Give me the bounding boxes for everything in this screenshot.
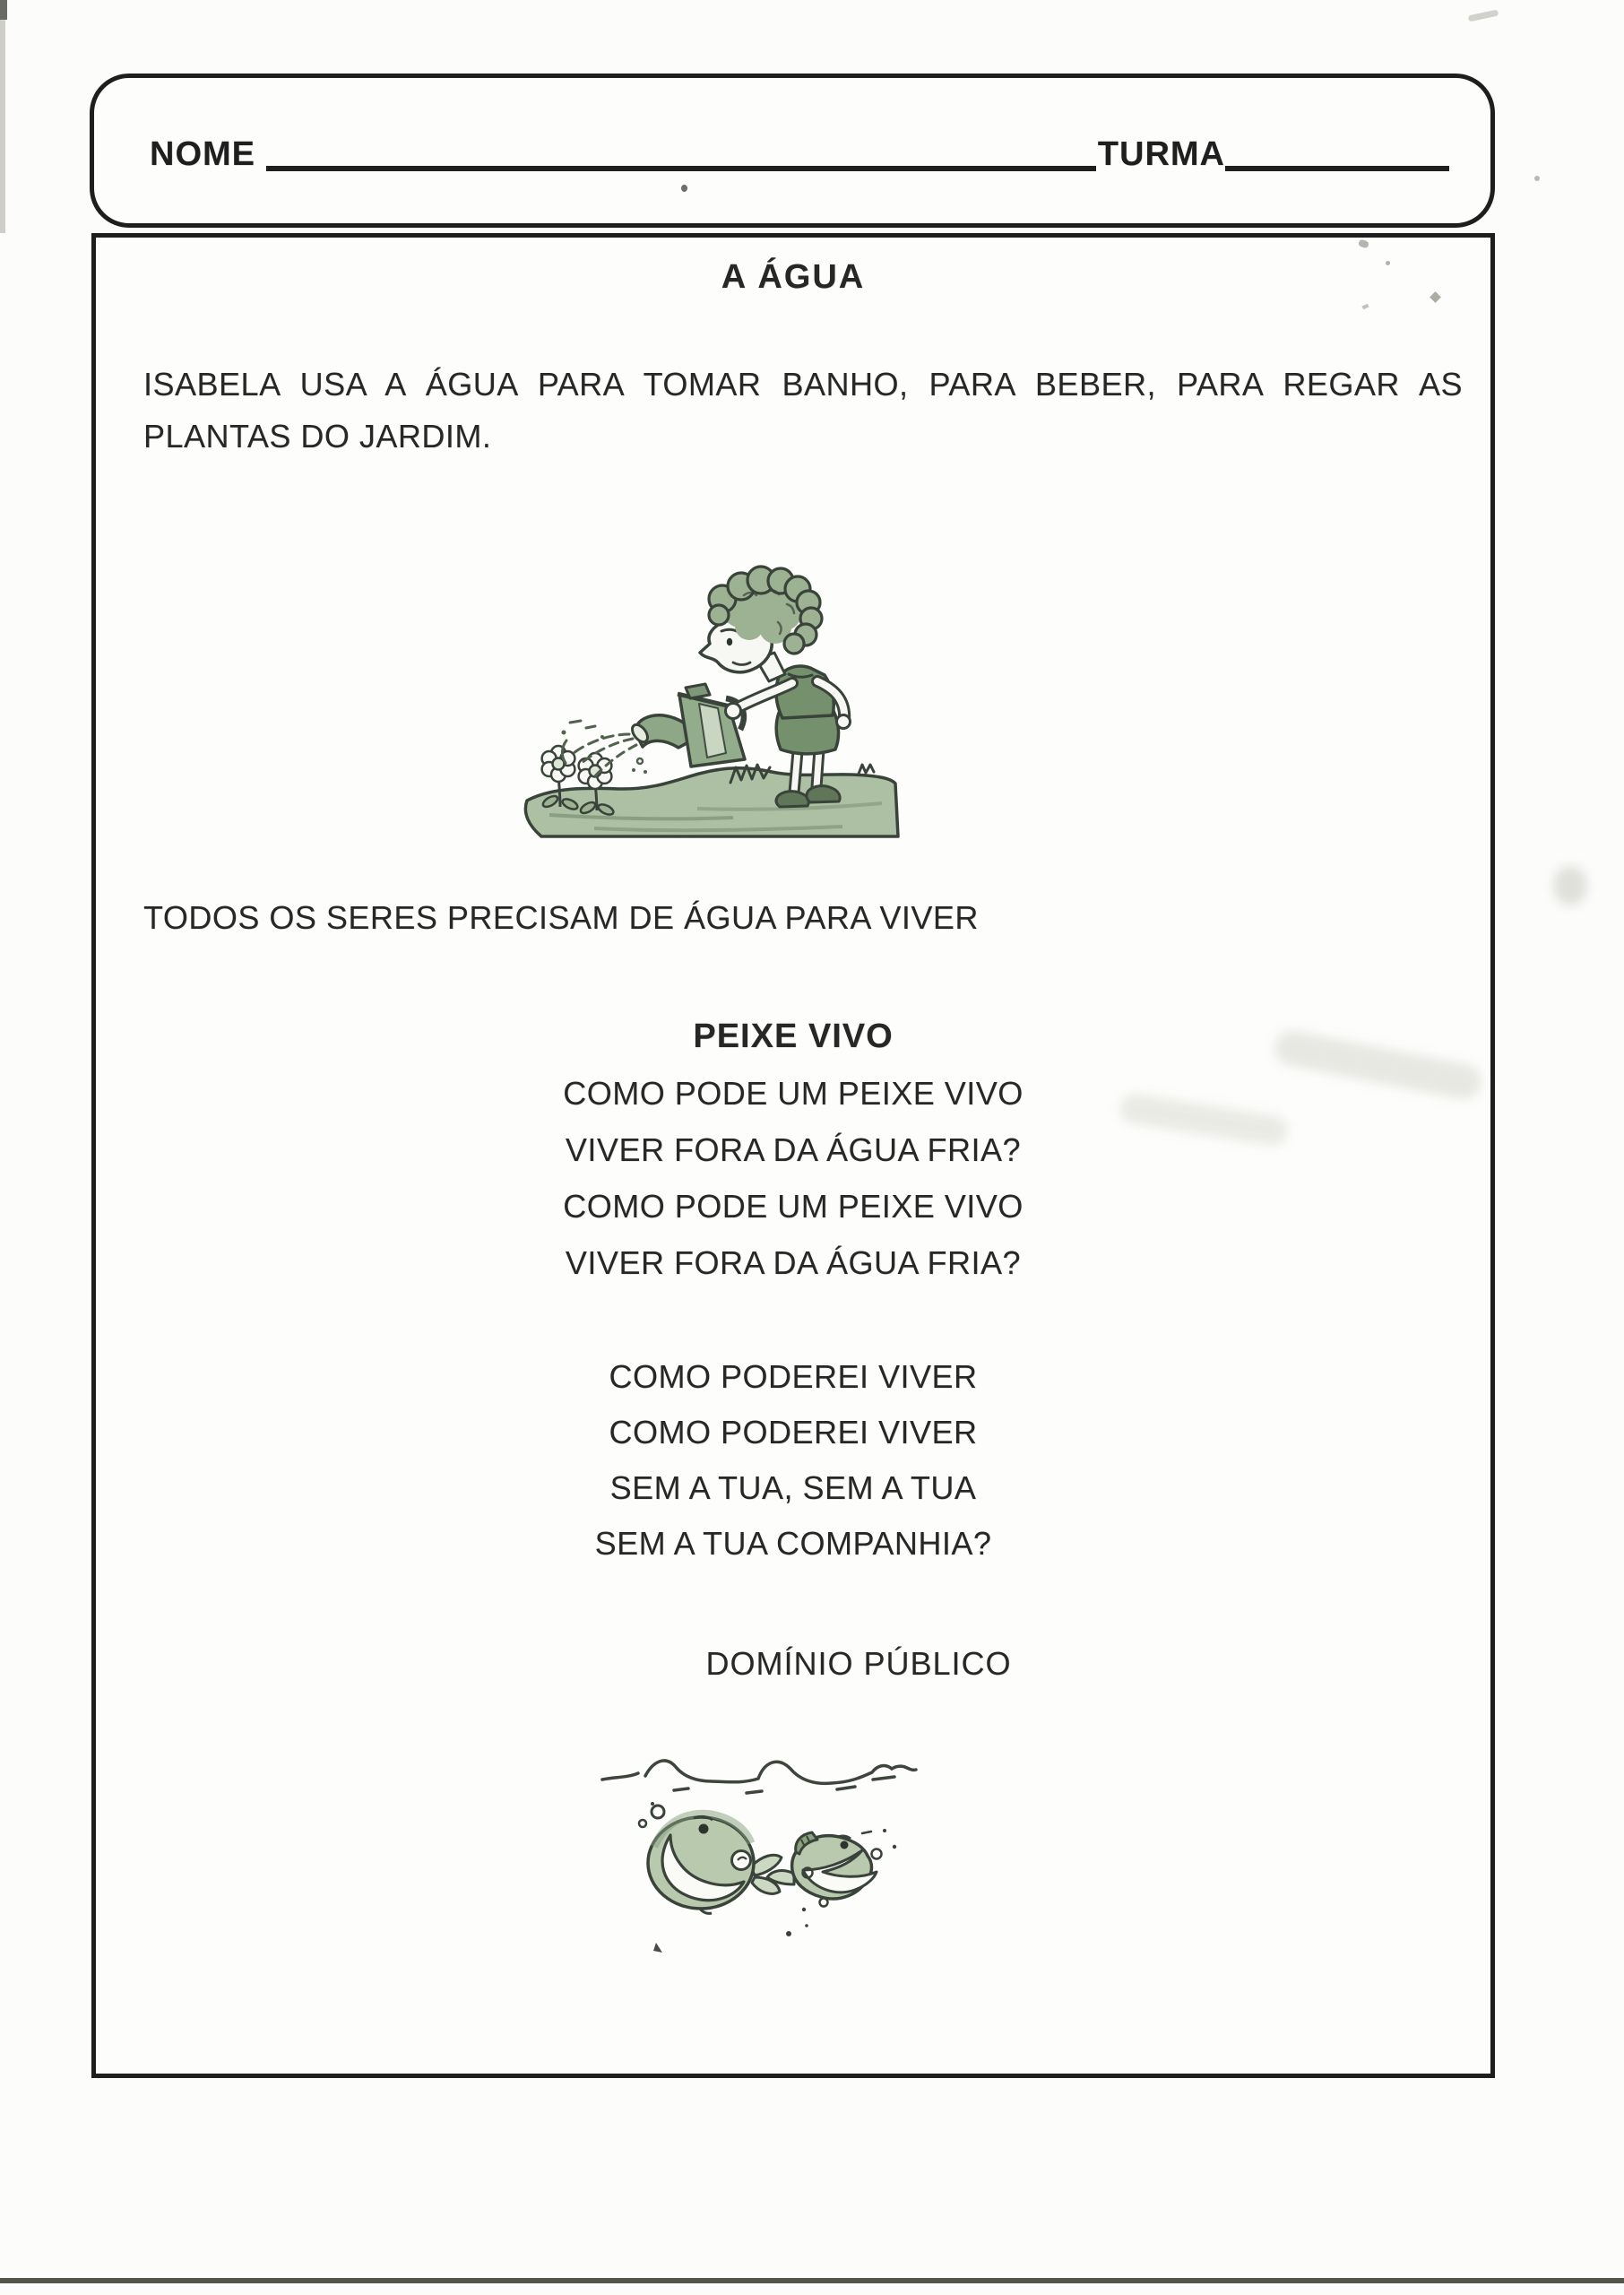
class-label: TURMA xyxy=(1097,135,1225,173)
name-class-row xyxy=(150,134,1449,175)
flower xyxy=(541,746,579,811)
name-class-header xyxy=(90,74,1495,228)
small-fish xyxy=(767,1829,896,1936)
scan-artifact xyxy=(1553,866,1587,905)
scan-artifact xyxy=(0,0,7,20)
water-surface xyxy=(602,1761,916,1793)
poem-line: COMO PODEREI VIVER xyxy=(609,1358,978,1395)
scan-mark xyxy=(653,1943,662,1953)
intro-paragraph xyxy=(143,359,1463,463)
poem-line: COMO PODE UM PEIXE VIVO xyxy=(563,1075,1024,1112)
scan-artifact xyxy=(0,0,5,233)
class-blank-line xyxy=(1225,166,1449,171)
poem-line: VIVER FORA DA ÁGUA FRIA? xyxy=(565,1244,1022,1281)
bubbles xyxy=(639,1802,664,1827)
scan-edge-line xyxy=(0,2278,1624,2283)
worksheet-body xyxy=(91,233,1495,2078)
big-fish xyxy=(639,1802,782,1913)
poem-credit: DOMÍNIO PÚBLICO xyxy=(705,1645,1012,1682)
poem-line: SEM A TUA COMPANHIA? xyxy=(594,1525,992,1562)
child-watering-illustration xyxy=(509,549,903,853)
worksheet-title: A ÁGUA xyxy=(721,258,866,296)
paragraph-line: PLANTAS DO JARDIM. xyxy=(143,418,492,455)
watering-can xyxy=(629,684,745,766)
poem-line: COMO PODE UM PEIXE VIVO xyxy=(563,1188,1024,1225)
fish-illustration xyxy=(540,1746,988,1997)
scan-artifact xyxy=(1534,176,1540,181)
poem-line: COMO PODEREI VIVER xyxy=(609,1414,978,1451)
poem-stanza-2 xyxy=(96,1349,1490,1572)
poem-stanza-1 xyxy=(96,1065,1490,1291)
statement-line: TODOS OS SERES PRECISAM DE ÁGUA PARA VIVER xyxy=(143,899,979,936)
name-blank-line xyxy=(266,166,1096,171)
poem-line: SEM A TUA, SEM A TUA xyxy=(609,1469,977,1506)
poem-title: PEIXE VIVO xyxy=(693,1018,894,1055)
scan-artifact xyxy=(1468,10,1499,22)
name-label: NOME xyxy=(150,135,255,173)
flowers xyxy=(541,746,615,817)
paragraph-line: ISABELA USA A ÁGUA PARA TOMAR BANHO, PARA BEBER, PARA REGAR AS xyxy=(143,366,1463,403)
poem-line: VIVER FORA DA ÁGUA FRIA? xyxy=(565,1131,1022,1168)
